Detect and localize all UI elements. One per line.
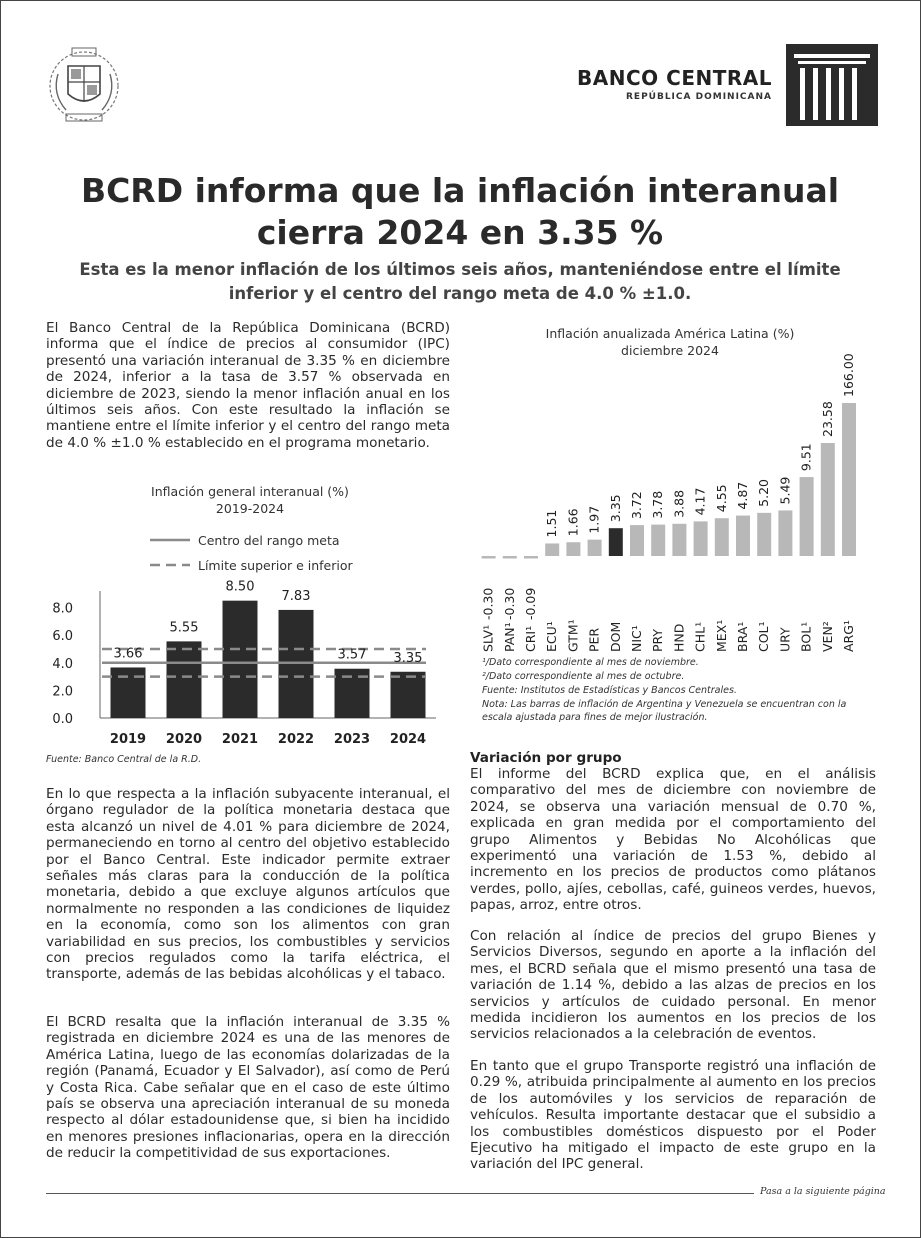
chart1-bar — [167, 641, 202, 718]
footer-divider — [46, 1193, 754, 1194]
subheadline-line-1: Esta es la menor inflación de los últimos seis años, manteniéndose entre el límite — [79, 260, 841, 279]
chart1-bar — [391, 672, 426, 718]
chart2-value-label: 9.51 — [798, 443, 814, 472]
chart2-bar — [757, 513, 771, 556]
chart1-title: Inflación general interanual (%) — [151, 484, 349, 499]
chart2-value-label: 3.72 — [629, 491, 644, 520]
chart1-ytick: 6.0 — [52, 629, 73, 645]
inflation-latam-chart — [460, 318, 870, 658]
chart2-category-label: VEN² — [819, 621, 835, 652]
chart2-category-label: PER — [586, 627, 602, 652]
chart2-bar — [482, 556, 496, 559]
chart2-value-label: -0.30 — [501, 587, 517, 620]
chart1-category-label: 2021 — [221, 732, 259, 747]
chart2-category-label: MEX¹ — [713, 619, 729, 652]
chart1-bar — [223, 601, 258, 718]
chart2-bar — [609, 528, 623, 556]
chart2-bar — [778, 510, 792, 556]
chart2-category-label: BOL¹ — [798, 621, 814, 652]
chart1-category-label: 2024 — [389, 732, 427, 747]
chart2-category-label: ARG¹ — [841, 620, 856, 652]
chart1-ytick: 4.0 — [52, 656, 73, 672]
chart1-ytick: 8.0 — [52, 601, 73, 617]
chart1-legend — [150, 533, 353, 573]
chart2-bar — [630, 525, 644, 556]
chart2-category-label: BRA¹ — [735, 621, 750, 652]
chart2-value-label: 5.49 — [777, 476, 793, 505]
body-paragraph-1: El Banco Central de la República Dominicana (BCRD) informa que el índice de precios al consumidor (IPC) presentó una variación interanual de 3.35 % en diciembre de 2024, inferior a la tasa de 3.57 % observada en diciembre de 2023, siendo la menor inflación anual en los últimos seis años. Con este resultado la inflación se mantiene entre el límite inferior y el centro del rango meta de 4.0 % ±1.0 % establecido en el programa monetario. — [46, 320, 450, 451]
bank-subtitle: REPÚBLICA DOMINICANA — [625, 92, 772, 102]
chart1-subtitle: 2019-2024 — [215, 501, 285, 516]
chart1-ytick: 2.0 — [52, 684, 73, 700]
chart2-value-label: 3.78 — [650, 490, 666, 519]
chart2-title: Inflación anualizada América Latina (%) — [545, 326, 795, 341]
chart2-category-label: NIC¹ — [629, 625, 644, 652]
chart2-value-label: 3.88 — [671, 489, 687, 518]
chart1-value-label: 5.55 — [169, 620, 199, 636]
chart2-note-1: ¹/Dato correspondiente al mes de noviembre. — [482, 657, 699, 668]
chart1-category-label: 2019 — [109, 732, 147, 747]
chart2-bar — [545, 543, 559, 556]
chart1-source: Fuente: Banco Central de la R.D. — [46, 754, 202, 765]
chart2-bar — [842, 403, 856, 556]
chart1-category-label: 2023 — [333, 732, 371, 747]
subheadline — [60, 258, 860, 306]
legend-center-label: Centro del rango meta — [198, 533, 340, 548]
chart2-category-label: URY — [777, 627, 793, 652]
chart2-value-label: 1.66 — [565, 508, 581, 537]
body-paragraph-4: El informe del BCRD explica que, en el análisis comparativo del mes de diciembre con noviembre de 2024, se observa una variación mensual de 0.70 %, explicada en gran medida por el comportamiento del grupo Alimentos y Bebidas No Alcohólicas que experimentó una variación de 1.53 %, debido al incremento en los precios de productos como plátanos verdes, pollo, ajíes, cebollas, café, guineos verdes, huevos, papas, arroz, entre otros. — [470, 766, 876, 914]
chart2-value-label: 23.58 — [819, 401, 835, 437]
body-paragraph-6: En tanto que el grupo Transporte registró una inflación de 0.29 %, atribuida principalmente al aumento en los precios de los automóviles y los servicios de reparación de vehículos. Resulta importante destacar que el subsidio a los combustibles domésticos dispuesto por el Poder Ejecutivo ha mitigado el impacto de este grupo en la variación del IPC general. — [470, 1058, 876, 1173]
chart1-value-label: 3.35 — [393, 650, 423, 666]
headline — [60, 170, 860, 254]
chart2-value-label: -0.30 — [480, 587, 496, 620]
body-paragraph-5: Con relación al índice de precios del grupo Bienes y Servicios Diversos, segundo en aporte a la inflación del mes, el BCRD señala que el mismo presentó una tasa de variación de 1.14 %, debido a las alzas de precios en los servicios y artículos de cuidado personal. En menor medida incidieron los aumentos en los precios de los servicios relacionados a la celebración de eventos. — [470, 928, 876, 1043]
chart2-bar — [736, 516, 750, 556]
chart2-bar — [800, 477, 814, 556]
chart1-ytick: 0.0 — [52, 712, 73, 727]
headline-line-2: cierra 2024 en 3.35 % — [256, 213, 664, 252]
headline-line-1: BCRD informa que la inflación interanual — [80, 171, 840, 210]
chart2-subtitle: diciembre 2024 — [621, 343, 719, 358]
chart2-bar — [524, 556, 538, 559]
chart2-value-label: 1.51 — [544, 509, 560, 538]
chart2-category-label: DOM — [607, 621, 623, 652]
chart2-note-2: ²/Dato correspondiente al mes de octubre. — [482, 671, 685, 682]
bank-name: BANCO CENTRAL — [577, 66, 772, 90]
dominican-coat-of-arms-icon — [44, 44, 124, 126]
chart1-value-label: 8.50 — [225, 579, 255, 595]
chart2-category-label: HND — [671, 623, 687, 652]
subheadline-line-2: inferior y el centro del rango meta de 4.0 % ±1.0. — [228, 284, 692, 303]
chart2-value-label: 3.35 — [607, 494, 623, 523]
chart2-source: Fuente: Institutos de Estadísticas y Bancos Centrales. — [482, 685, 737, 696]
inflation-dr-chart — [40, 478, 450, 754]
chart1-value-label: 3.66 — [113, 646, 143, 662]
chart2-category-label: CHL¹ — [692, 621, 708, 652]
chart2-note-scale: Nota: Las barras de inflación de Argentina y Venezuela se encuentran con la escala ajustada para fines de mejor ilustración. — [482, 699, 847, 723]
legend-limits-label: Límite superior e inferior — [198, 558, 353, 573]
chart1-category-label: 2020 — [165, 732, 203, 747]
chart2-category-label: PRY — [650, 628, 666, 652]
chart2-category-label: COL¹ — [756, 621, 772, 652]
chart2-category-label: PAN¹ — [501, 622, 517, 652]
section-heading: Variación por grupo — [470, 750, 622, 766]
chart1-value-label: 7.83 — [281, 588, 311, 604]
body-paragraph-3: El BCRD resalta que la inflación interanual de 3.35 % registrada en diciembre 2024 es una de las menores de América Latina, luego de las economías dolarizadas de la región (Panamá, Ecuador y El Salvador), así como de Perú y Costa Rica. Cabe señalar que en el caso de este último país se observa una apreciación interanual de su moneda respecto al dólar estadounidense que, si bien ha incidido en menores presiones inflacionarias, opera en la dirección de reducir la competitividad de sus exportaciones. — [46, 1014, 450, 1162]
chart2-value-label: -0.09 — [523, 587, 538, 620]
central-bank-building-icon — [786, 44, 878, 126]
chart2-category-label: GTM¹ — [565, 619, 581, 652]
chart1-value-label: 3.57 — [337, 647, 367, 663]
chart1-bar — [111, 667, 146, 718]
chart2-category-label: ECU¹ — [544, 621, 560, 652]
chart2-category-label: CRI¹ — [523, 625, 538, 652]
chart2-value-label: 4.17 — [692, 487, 708, 516]
chart2-value-label: 1.97 — [586, 505, 602, 534]
chart2-bar — [694, 521, 708, 556]
chart2-value-label: 4.87 — [735, 481, 750, 510]
chart2-bar — [503, 556, 517, 559]
chart2-category-label: SLV¹ — [480, 624, 496, 652]
chart2-value-label: 4.55 — [713, 484, 729, 513]
chart2-value-label: 5.20 — [756, 478, 772, 507]
footer-continue: Pasa a la siguiente página — [760, 1186, 886, 1197]
chart2-bar — [566, 542, 580, 556]
chart1-category-label: 2022 — [277, 732, 315, 747]
chart2-bar — [651, 525, 665, 556]
chart2-value-label: 166.00 — [841, 353, 856, 397]
chart2-bar — [715, 518, 729, 556]
chart2-bar — [672, 524, 686, 556]
chart2-bar — [821, 443, 835, 556]
chart2-bar — [588, 540, 602, 556]
body-paragraph-2: En lo que respecta a la inflación subyacente interanual, el órgano regulador de la política monetaria destaca que esta alcanzó un nivel de 4.01 % para diciembre de 2024, permaneciendo en torno al centro del objetivo establecido por el Banco Central. Este indicador permite extraer señales más claras para la conducción de la política monetaria, debido a que excluye algunos artículos que normalmente no responden a las condiciones de liquidez en la economía, como son los alimentos con gran variabilidad en sus precios, los combustibles y servicios con precios regulados como la tarifa eléctrica, el transporte, además de las bebidas alcohólicas y el tabaco. — [46, 786, 450, 983]
